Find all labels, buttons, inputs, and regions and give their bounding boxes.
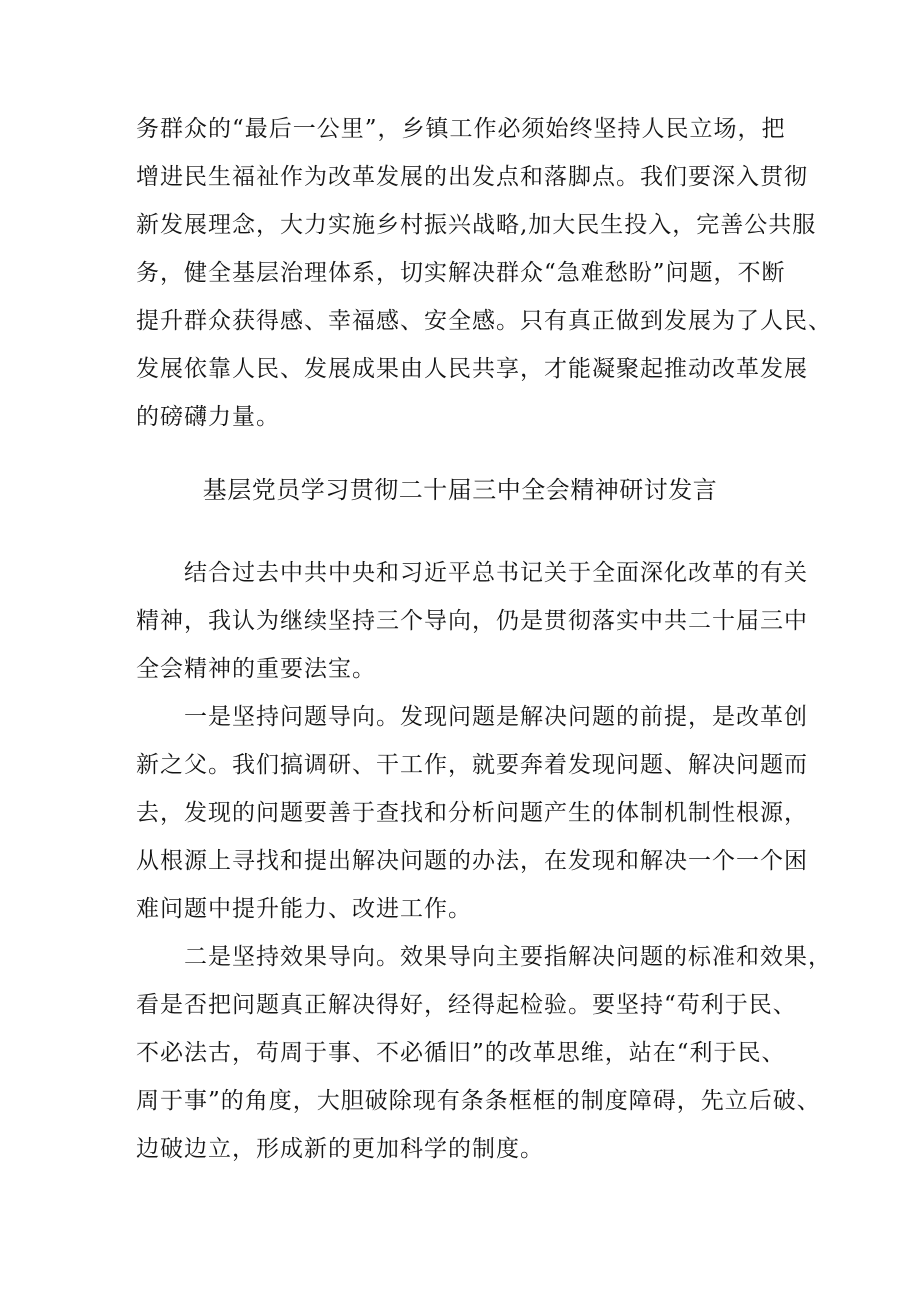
text-line: 发展依靠人民、发展成果由人民共享，才能凝聚起推动改革发展: [136, 356, 808, 382]
section-title: 基层党员学习贯彻二十届三中全会精神研讨发言: [202, 476, 718, 504]
text-line: 精神，我认为继续坚持三个导向，仍是贯彻落实中共二十届三中: [136, 608, 808, 634]
text-line: 增进民生福祉作为改革发展的出发点和落脚点。我们要深入贯彻: [136, 164, 808, 190]
text-line: 新之父。我们搞调研、干工作，就要奔着发现问题、解决问题而: [136, 752, 808, 778]
text-line: 周于事”的角度，大胆破除现有条条框框的制度障碍，先立后破、: [136, 1088, 821, 1114]
text-line: 二是坚持效果导向。效果导向主要指解决问题的标准和效果，: [184, 944, 832, 970]
text-line: 务，健全基层治理体系，切实解决群众“急难愁盼”问题，不断: [136, 260, 786, 286]
text-line: 新发展理念，大力实施乡村振兴战略,加大民生投入，完善公共服: [136, 212, 817, 238]
text-line: 全会精神的重要法宝。: [136, 656, 376, 682]
text-line: 去，发现的问题要善于查找和分析问题产生的体制机制性根源，: [136, 800, 808, 826]
text-line: 结合过去中共中央和习近平总书记关于全面深化改革的有关: [184, 560, 808, 586]
text-line: 不必法古，苟周于事、不必循旧”的改革思维，站在“利于民、: [136, 1040, 786, 1066]
text-line: 一是坚持问题导向。发现问题是解决问题的前提，是改革创: [184, 704, 808, 730]
text-line: 的磅礴力量。: [136, 404, 280, 430]
text-line: 提升群众获得感、幸福感、安全感。只有真正做到发展为了人民、: [136, 308, 832, 334]
text-line: 从根源上寻找和提出解决问题的办法，在发现和解决一个一个困: [136, 848, 808, 874]
text-line: 务群众的“最后一公里”，乡镇工作必须始终坚持人民立场，把: [136, 116, 786, 142]
text-line: 看是否把问题真正解决得好，经得起检验。要坚持“苟利于民、: [136, 992, 797, 1018]
text-line: 难问题中提升能力、改进工作。: [136, 896, 472, 922]
text-line: 边破边立，形成新的更加科学的制度。: [136, 1136, 544, 1162]
